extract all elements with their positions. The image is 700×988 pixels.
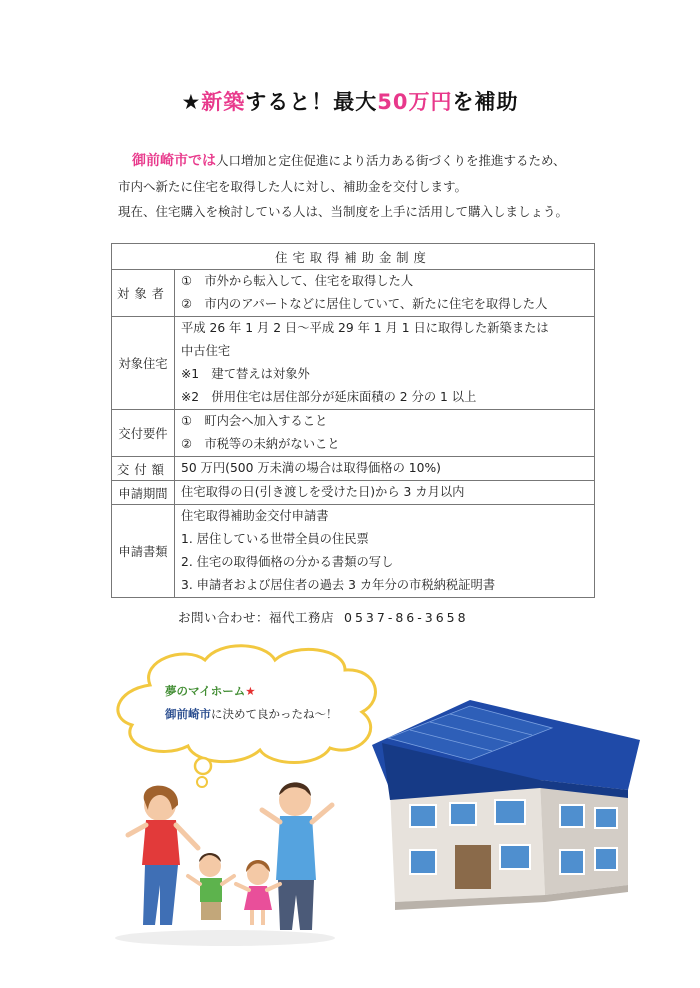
- intro-line-3: 現在、住宅購入を検討している人は、当制度を上手に活用して購入しましょう。: [118, 204, 569, 219]
- family-illustration: [115, 782, 335, 946]
- row-content: [175, 270, 595, 317]
- table-row: [112, 457, 595, 481]
- table-row: [112, 481, 595, 505]
- table-header-row: [112, 244, 595, 270]
- row-content: [175, 317, 595, 410]
- page-title: [0, 86, 700, 116]
- contact-info: [178, 608, 469, 626]
- star-icon: ★: [181, 90, 202, 114]
- star-icon: ★: [245, 684, 256, 698]
- row-line: ② 市内のアパートなどに居住していて、新たに住宅を取得した人: [181, 297, 548, 311]
- row-line: ② 市税等の未納がないこと: [181, 437, 340, 451]
- title-text-end: を補助: [452, 90, 519, 114]
- row-label: 対象者: [112, 270, 175, 317]
- table-header: 住宅取得補助金制度: [112, 244, 595, 270]
- subsidy-table: [111, 243, 595, 598]
- row-line: ※2 併用住宅は居住部分が延床面積の 2 分の 1 以上: [181, 390, 477, 404]
- contact-label: お問い合わせ：福代工務店: [178, 610, 335, 625]
- bubble-line-1-text: 夢のマイホーム: [165, 684, 246, 698]
- row-label: 申請期間: [112, 481, 175, 505]
- row-label: 対象住宅: [112, 317, 175, 410]
- row-label: 交付要件: [112, 410, 175, 457]
- row-line: 1. 居住している世帯全員の住民票: [181, 532, 369, 546]
- intro-line-2: 市内へ新たに住宅を取得した人に対し、補助金を交付します。: [118, 179, 468, 194]
- row-content: [175, 410, 595, 457]
- bubble-line-2-text: に決めて良かったね～！: [211, 707, 338, 721]
- row-label: 申請書類: [112, 505, 175, 598]
- intro-city-name: 御前崎市では: [132, 153, 216, 169]
- bubble-line-2: [165, 706, 338, 722]
- row-line: 住宅取得補助金交付申請書: [181, 509, 329, 523]
- intro-line-1: [118, 148, 618, 174]
- row-line: ※1 建て替えは対象外: [181, 367, 310, 381]
- row-line: ① 市外から転入して、住宅を取得した人: [181, 274, 414, 288]
- intro-line-1-text: 人口増加と定住促進により活力ある街づくりを推進するため、: [216, 153, 566, 168]
- table-row: [112, 410, 595, 457]
- row-content: [175, 505, 595, 598]
- table-row: [112, 505, 595, 598]
- row-line: 住宅取得の日(引き渡しを受けた日)から 3 カ月以内: [181, 485, 465, 499]
- row-line: ① 町内会へ加入すること: [181, 414, 328, 428]
- row-content: [175, 481, 595, 505]
- row-line: 平成 26 年 1 月 2 日～平成 29 年 1 月 1 日に取得した新築または: [181, 321, 549, 335]
- title-highlight-amount: 50万円: [377, 90, 453, 114]
- table-row: [112, 270, 595, 317]
- intro-paragraph: [118, 148, 618, 224]
- house-illustration: [372, 700, 640, 910]
- row-label: 交付額: [112, 457, 175, 481]
- title-highlight-new-build: 新築: [201, 90, 246, 114]
- bubble-city-name: 御前崎市: [165, 707, 211, 721]
- row-content: [175, 457, 595, 481]
- row-line: 中古住宅: [181, 344, 231, 358]
- table-row: [112, 317, 595, 410]
- row-line: 3. 申請者および居住者の過去 3 カ年分の市税納税証明書: [181, 578, 496, 592]
- row-line: 50 万円(500 万未満の場合は取得価格の 10%): [181, 461, 441, 475]
- contact-phone: 0537-86-3658: [344, 610, 469, 625]
- bubble-line-1: [165, 683, 256, 699]
- row-line: 2. 住宅の取得価格の分かる書類の写し: [181, 555, 394, 569]
- family-house-illustration: [0, 640, 700, 960]
- title-text: すると！最大: [245, 90, 378, 114]
